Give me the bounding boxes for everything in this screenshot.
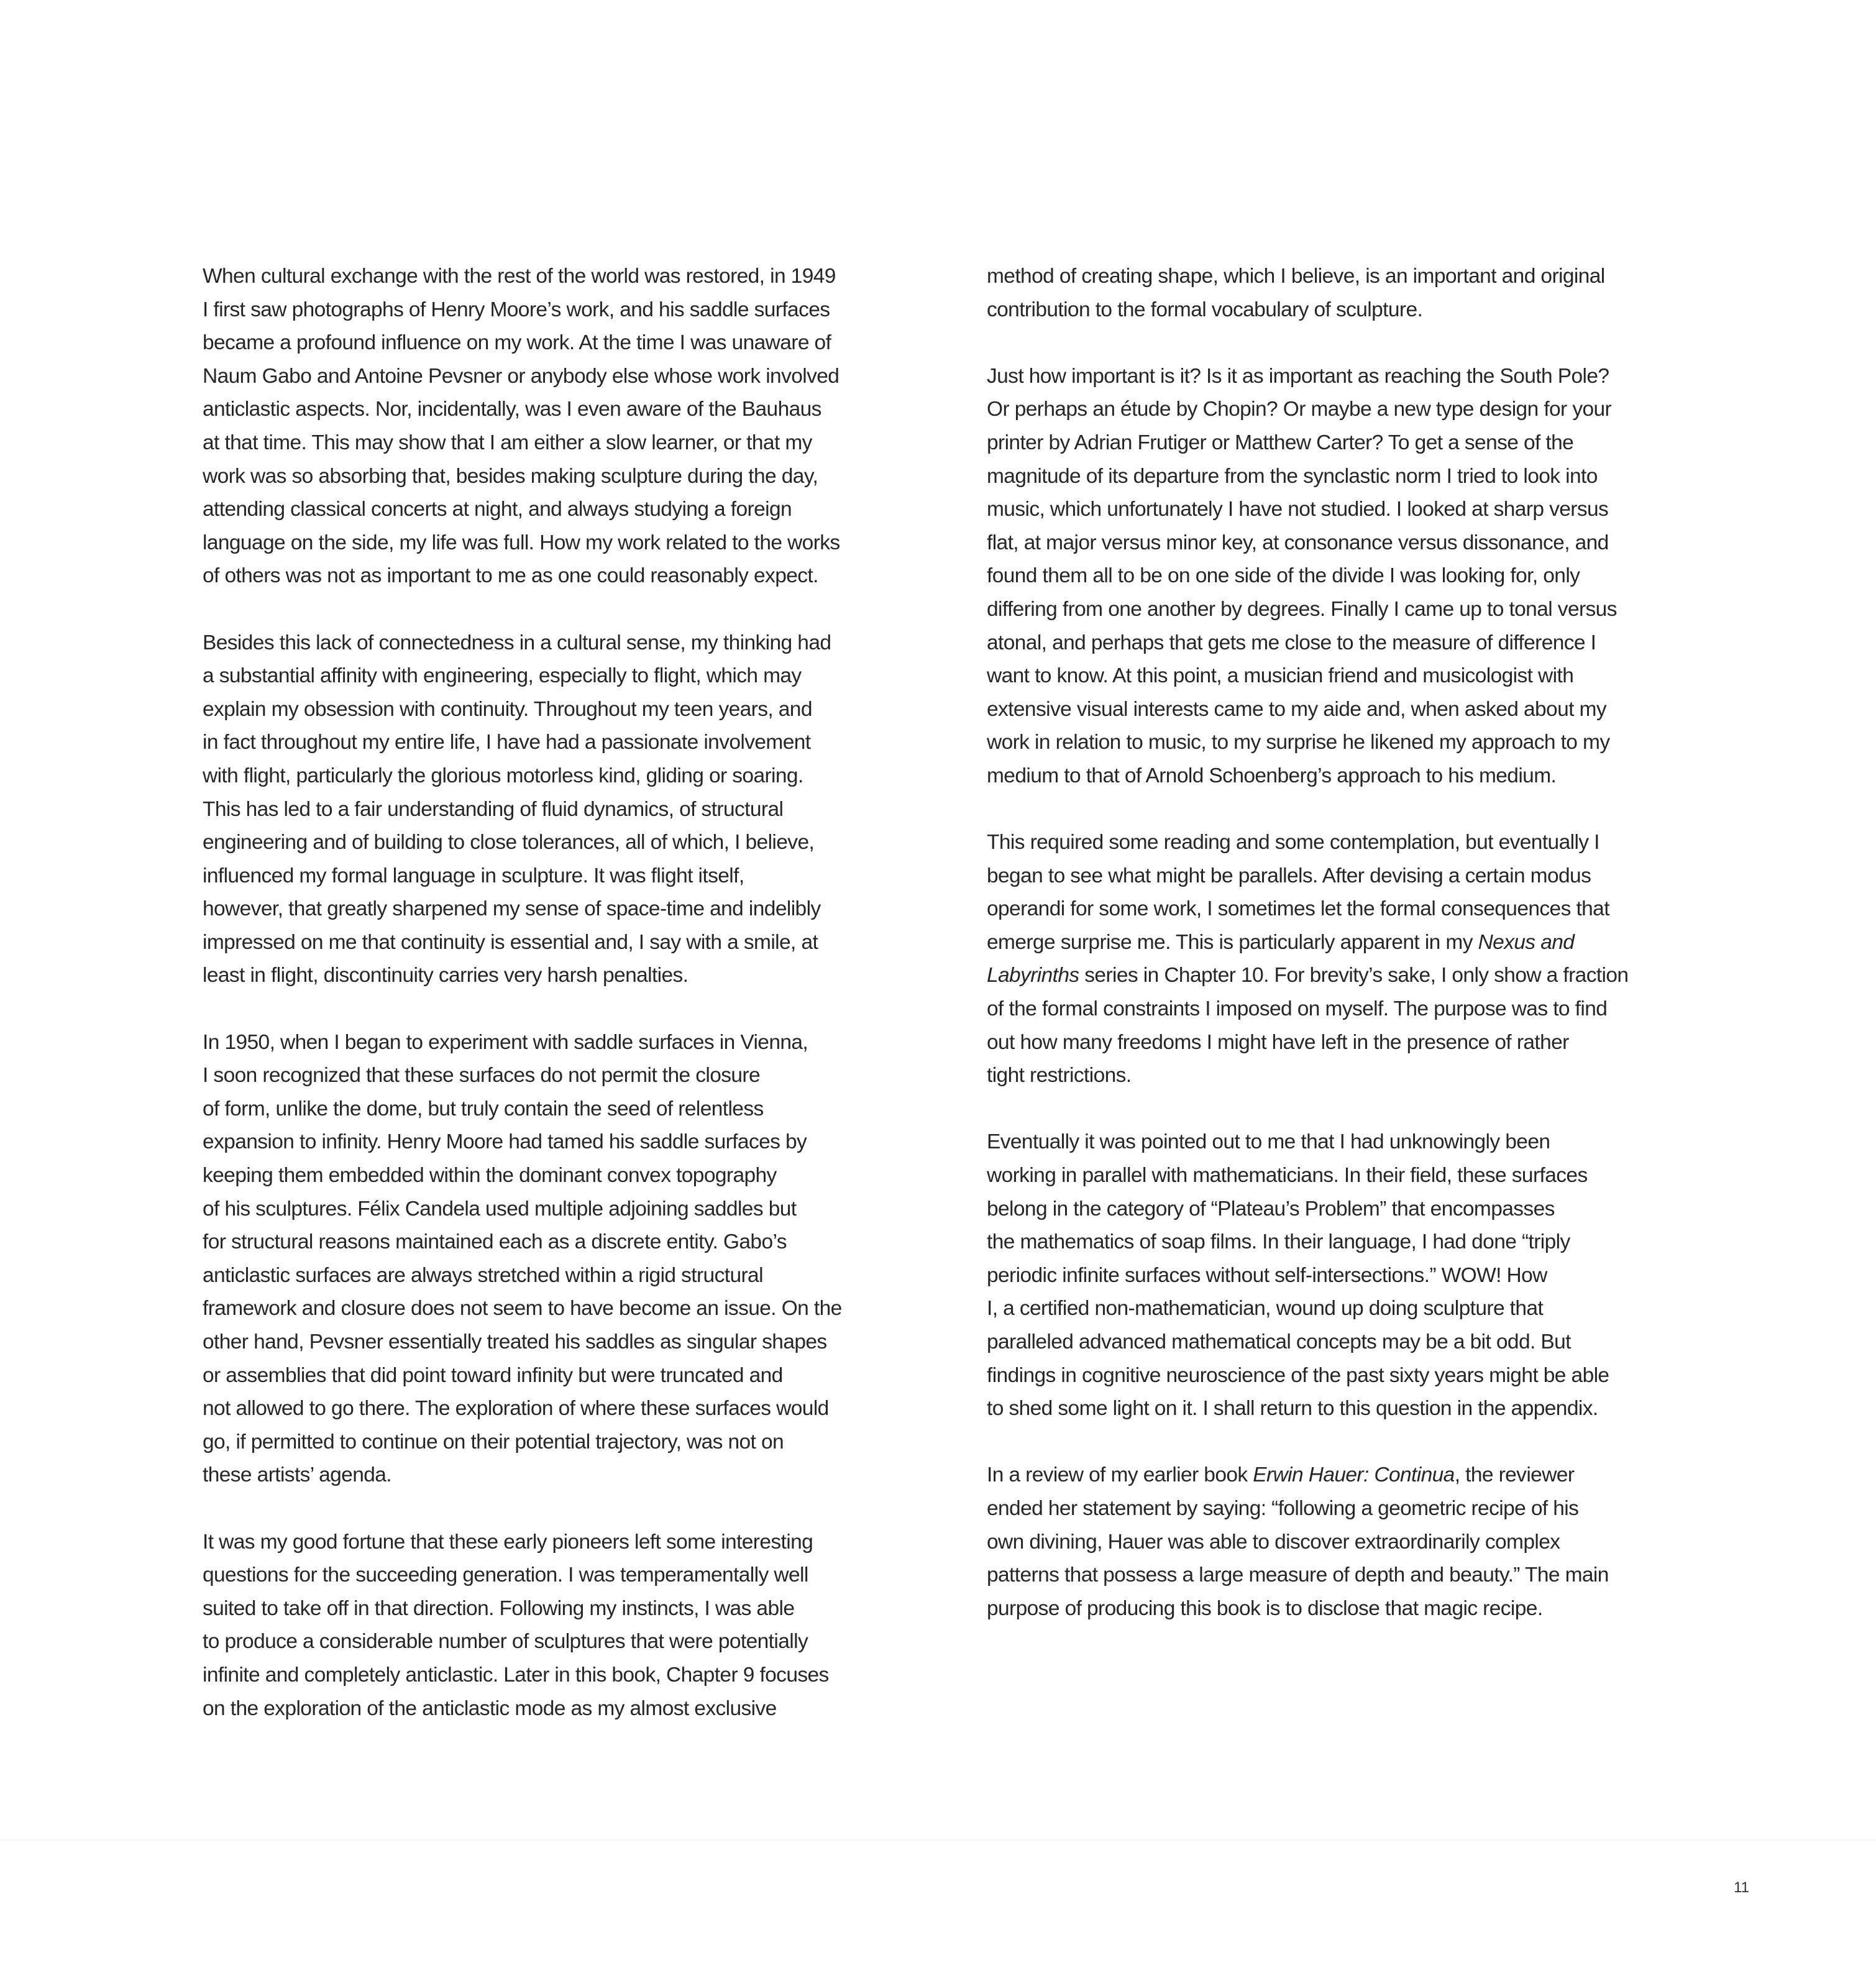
text-line: patterns that possess a large measure of depth and beauty.” The main (987, 1563, 1609, 1587)
text-line: magnitude of its departure from the synclastic norm I tried to look into (987, 464, 1598, 488)
text-line: This required some reading and some contemplation, but eventually I (987, 831, 1599, 854)
right-text-column (987, 260, 1695, 1659)
text-line: work in relation to music, to my surprise he likened my approach to my (987, 731, 1610, 754)
paragraph (987, 826, 1695, 1092)
text-segment: In a review of my earlier book (987, 1463, 1253, 1487)
text-line: findings in cognitive neuroscience of the past sixty years might be able (987, 1363, 1609, 1387)
text-line: Naum Gabo and Antoine Pevsner or anybody else whose work involved (203, 364, 840, 388)
text-line: attending classical concerts at night, and always studying a foreign (203, 498, 792, 521)
text-line: or assemblies that did point toward infinity but were truncated and (203, 1363, 783, 1387)
paragraph (987, 360, 1695, 793)
text-line: of others was not as important to me as one could reasonably expect. (203, 564, 818, 588)
text-line: found them all to be on one side of the divide I was looking for, only (987, 564, 1580, 588)
text-line: differing from one another by degrees. Finally I came up to tonal versus (987, 597, 1617, 621)
text-line: language on the side, my life was full. How my work related to the works (203, 531, 840, 554)
text-line: belong in the category of “Plateau’s Problem” that encompasses (987, 1197, 1555, 1220)
text-line: of his sculptures. Félix Candela used multiple adjoining saddles but (203, 1197, 797, 1220)
text-line: flat, at major versus minor key, at consonance versus dissonance, and (987, 531, 1609, 554)
text-line: began to see what might be parallels. After devising a certain modus (987, 864, 1591, 887)
text-segment: , the reviewer (1454, 1463, 1575, 1487)
text-line: to produce a considerable number of sculptures that were potentially (203, 1630, 808, 1654)
text-line: influenced my formal language in sculpture. It was flight itself, (203, 864, 744, 887)
text-line (987, 959, 1695, 992)
text-line: Or perhaps an étude by Chopin? Or maybe a new type design for your (987, 398, 1612, 421)
text-line: I first saw photographs of Henry Moore’s work, and his saddle surfaces (203, 298, 830, 321)
text-line: other hand, Pevsner essentially treated his saddles as singular shapes (203, 1330, 827, 1353)
text-line: When cultural exchange with the rest of the world was restored, in 1949 (203, 265, 836, 288)
text-line: a substantial affinity with engineering, especially to flight, which may (203, 664, 802, 688)
text-line: This has led to a fair understanding of fluid dynamics, of structural (203, 797, 784, 821)
text-line: the mathematics of soap films. In their language, I had done “triply (987, 1230, 1570, 1254)
paragraph (203, 260, 911, 593)
text-line: Eventually it was pointed out to me that I had unknowingly been (987, 1130, 1550, 1154)
text-line: tight restrictions. (987, 1064, 1132, 1087)
text-line: anticlastic aspects. Nor, incidentally, was I even aware of the Bauhaus (203, 398, 821, 421)
text-line: work was so absorbing that, besides making sculpture during the day, (203, 464, 818, 488)
text-line: expansion to infinity. Henry Moore had tamed his saddle surfaces by (203, 1130, 807, 1154)
text-line: to shed some light on it. I shall return to this question in the appendix. (987, 1397, 1598, 1421)
paragraph (987, 1125, 1695, 1425)
text-line: with flight, particularly the glorious motorless kind, gliding or soaring. (203, 764, 803, 787)
text-line: method of creating shape, which I believe, is an important and original (987, 265, 1605, 288)
text-line: on the exploration of the anticlastic mode as my almost exclusive (203, 1696, 777, 1720)
text-line: not allowed to go there. The exploration of where these surfaces would (203, 1397, 829, 1421)
text-line: I soon recognized that these surfaces do not permit the closure (203, 1064, 761, 1087)
text-line: contribution to the formal vocabulary of sculpture. (987, 298, 1423, 321)
text-line: printer by Adrian Frutiger or Matthew Carter? To get a sense of the (987, 431, 1574, 454)
text-line: want to know. At this point, a musician friend and musicologist with (987, 664, 1574, 688)
text-line: suited to take off in that direction. Following my instincts, I was able (203, 1596, 795, 1620)
text-line: Besides this lack of connectedness in a cultural sense, my thinking had (203, 631, 831, 654)
text-line: purpose of producing this book is to disclose that magic recipe. (987, 1596, 1543, 1620)
text-line: in fact throughout my entire life, I have had a passionate involvement (203, 731, 811, 754)
text-line: at that time. This may show that I am either a slow learner, or that my (203, 431, 812, 454)
italic-title: Erwin Hauer: Continua (1253, 1463, 1455, 1487)
text-segment: series in Chapter 10. For brevity’s sake, I only show a fraction (1079, 964, 1629, 987)
paragraph (203, 1526, 911, 1726)
paragraph (203, 1026, 911, 1492)
text-line: these artists’ agenda. (203, 1463, 392, 1487)
italic-title: Labyrinths (987, 964, 1079, 987)
text-line: In 1950, when I began to experiment with saddle surfaces in Vienna, (203, 1030, 808, 1054)
text-line: extensive visual interests came to my aide and, when asked about my (987, 697, 1606, 721)
paragraph (203, 626, 911, 993)
paragraph (987, 260, 1695, 326)
text-line: go, if permitted to continue on their potential trajectory, was not on (203, 1430, 784, 1453)
text-line (987, 926, 1695, 959)
text-line: explain my obsession with continuity. Throughout my teen years, and (203, 697, 812, 721)
text-line: framework and closure does not seem to have become an issue. On the (203, 1297, 842, 1321)
left-text-column (203, 260, 911, 1759)
text-line: It was my good fortune that these early pioneers left some interesting (203, 1530, 813, 1554)
page-number: 11 (1734, 1879, 1749, 1896)
text-segment: emerge surprise me. This is particularly apparent in my (987, 930, 1478, 954)
text-line: ended her statement by saying: “following a geometric recipe of his (987, 1496, 1579, 1520)
text-line: out how many freedoms I might have left in the presence of rather (987, 1030, 1569, 1054)
footer-divider (0, 1839, 1876, 1841)
text-line: atonal, and perhaps that gets me close to the measure of difference I (987, 631, 1596, 654)
text-line: paralleled advanced mathematical concepts may be a bit odd. But (987, 1330, 1571, 1353)
text-line: infinite and completely anticlastic. Later in this book, Chapter 9 focuses (203, 1663, 829, 1687)
paragraph (987, 1458, 1695, 1625)
text-line: questions for the succeeding generation. I was temperamentally well (203, 1563, 808, 1587)
text-line (987, 1458, 1695, 1492)
text-line: anticlastic surfaces are always stretched within a rigid structural (203, 1263, 763, 1287)
text-line: own divining, Hauer was able to discover extraordinarily complex (987, 1530, 1560, 1554)
text-line: however, that greatly sharpened my sense of space-time and indelibly (203, 897, 821, 921)
text-line: became a profound influence on my work. At the time I was unaware of (203, 331, 831, 355)
text-line: medium to that of Arnold Schoenberg’s approach to his medium. (987, 764, 1557, 787)
text-line: engineering and of building to close tolerances, all of which, I believe, (203, 831, 815, 854)
text-line: I, a certified non-mathematician, wound up doing sculpture that (987, 1297, 1544, 1321)
text-line: Just how important is it? Is it as important as reaching the South Pole? (987, 364, 1609, 388)
text-line: keeping them embedded within the dominant convex topography (203, 1164, 777, 1188)
text-line: music, which unfortunately I have not studied. I looked at sharp versus (987, 498, 1609, 521)
text-line: least in flight, discontinuity carries very harsh penalties. (203, 964, 689, 987)
italic-title: Nexus and (1478, 930, 1575, 954)
text-line: periodic infinite surfaces without self-intersections.” WOW! How (987, 1263, 1547, 1287)
text-line: working in parallel with mathematicians. In their field, these surfaces (987, 1164, 1588, 1188)
text-line: of the formal constraints I imposed on myself. The purpose was to find (987, 997, 1608, 1021)
text-line: impressed on me that continuity is essential and, I say with a smile, at (203, 930, 818, 954)
text-line: of form, unlike the dome, but truly contain the seed of relentless (203, 1097, 764, 1120)
text-line: for structural reasons maintained each as a discrete entity. Gabo’s (203, 1230, 787, 1254)
text-line: operandi for some work, I sometimes let the formal consequences that (987, 897, 1609, 921)
